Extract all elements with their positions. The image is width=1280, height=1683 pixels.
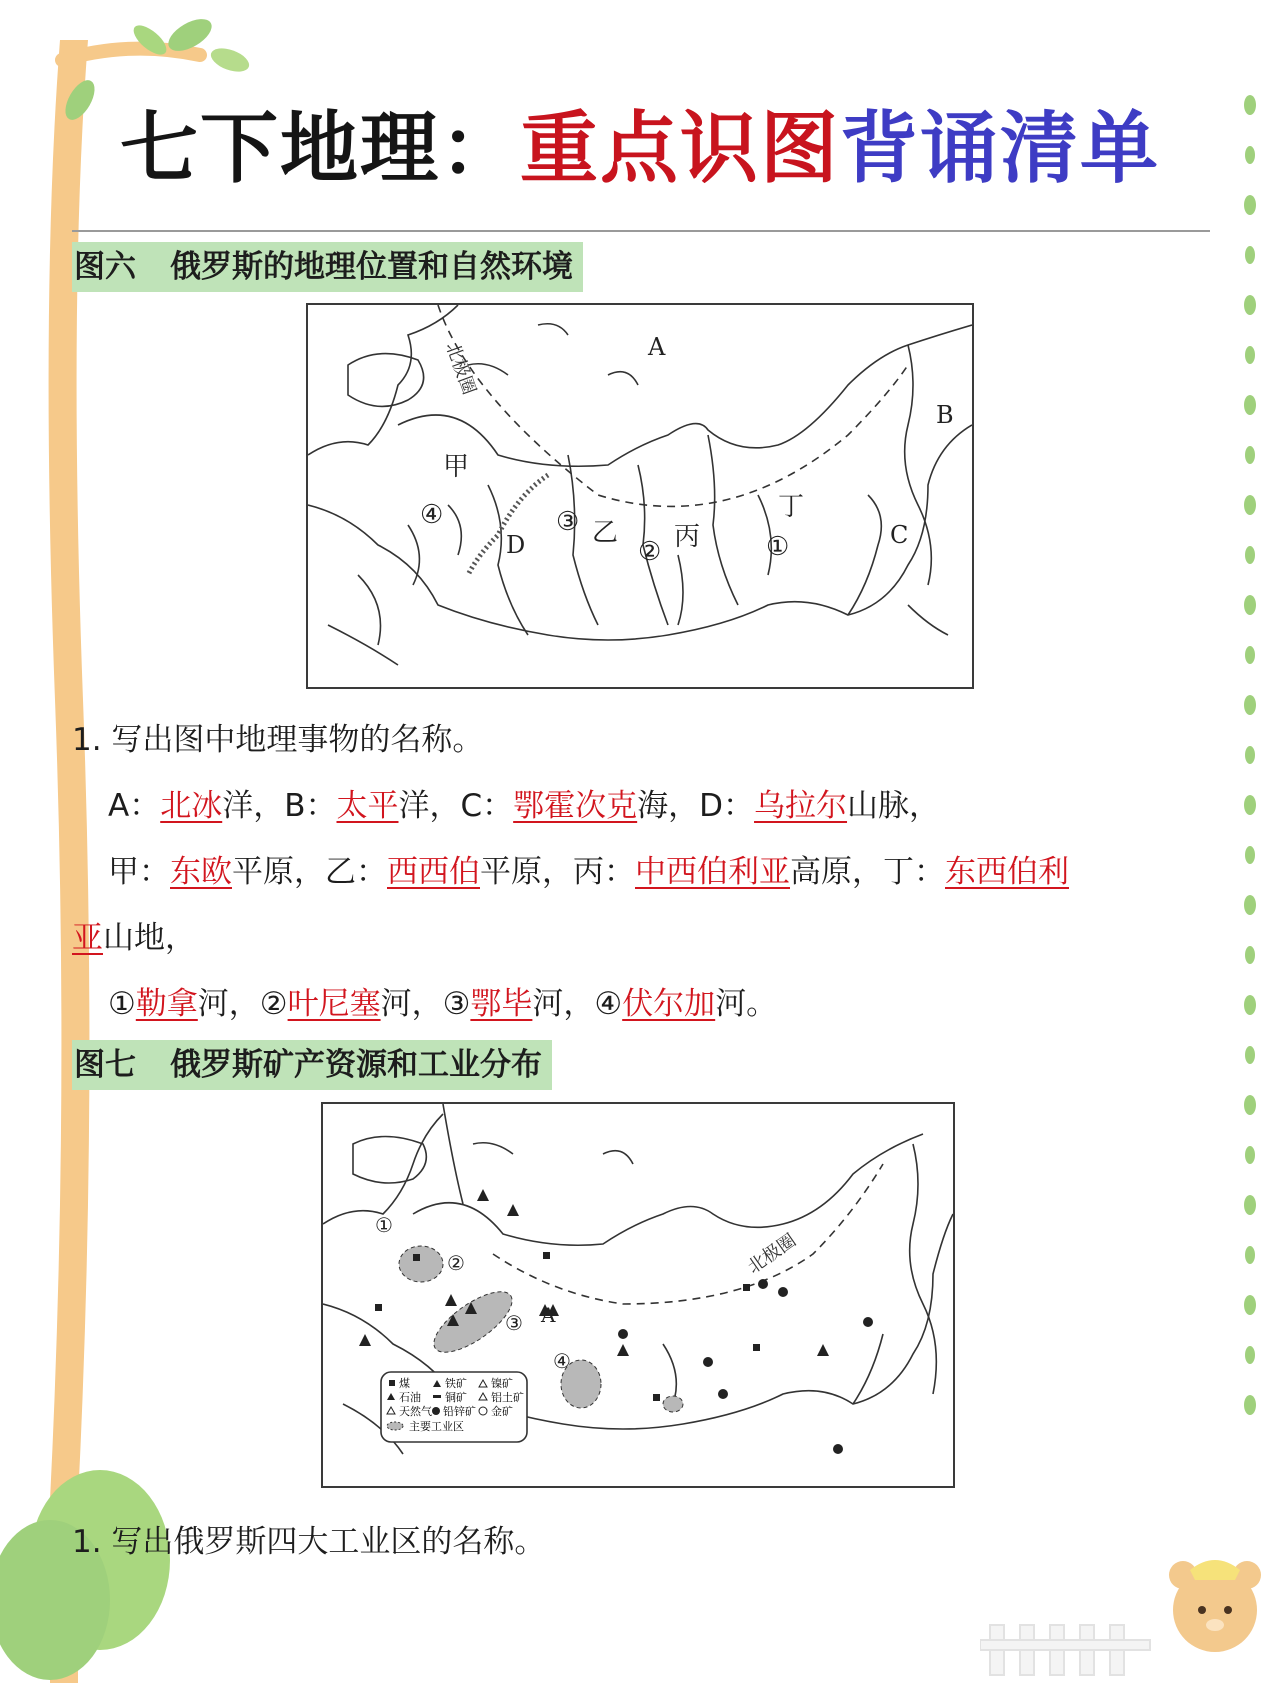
map7-label-arctic-circle: 北极圈 bbox=[743, 1229, 801, 1279]
map6-label-r2: ② bbox=[638, 537, 662, 567]
section6-question: 1. 写出图中地理事物的名称。 bbox=[72, 722, 484, 758]
bear-decoration-icon bbox=[980, 1530, 1270, 1680]
r3-prefix: ③ bbox=[442, 986, 471, 1022]
a-prefix: A： bbox=[108, 788, 161, 824]
legend-gold: 金矿 bbox=[491, 1405, 513, 1418]
legend-bauxite: 铝土矿 bbox=[491, 1391, 524, 1404]
bing-prefix: 丙： bbox=[573, 854, 635, 890]
r1-prefix: ① bbox=[108, 986, 136, 1022]
map6-label-r4: ④ bbox=[420, 500, 444, 530]
section7-label: 图七 bbox=[74, 1047, 136, 1083]
ding-answer-part1: 东西伯利 bbox=[945, 854, 1069, 890]
yi-prefix: 乙： bbox=[325, 854, 387, 890]
legend-oil: 石油 bbox=[399, 1391, 421, 1404]
section6-label: 图六 bbox=[74, 249, 136, 285]
vine-decoration-icon bbox=[1230, 95, 1270, 1445]
section6-heading bbox=[72, 242, 583, 292]
answer-line-2 bbox=[108, 852, 1069, 892]
title-part-black: 七下地理： bbox=[119, 103, 520, 194]
map6-label-C: C bbox=[890, 521, 909, 549]
bing-suffix: 高原， bbox=[790, 854, 883, 890]
map-russia-resources bbox=[321, 1102, 955, 1488]
b-prefix: B： bbox=[284, 788, 337, 824]
r1-suffix: 河， bbox=[197, 986, 260, 1022]
map6-label-ding: 丁 bbox=[778, 492, 805, 522]
r3-suffix: 河， bbox=[532, 986, 595, 1022]
ding-prefix: 丁： bbox=[883, 854, 945, 890]
d-answer: 乌拉尔 bbox=[754, 788, 848, 824]
r4-suffix: 河。 bbox=[715, 986, 778, 1022]
title-part-blue: 背诵清单 bbox=[840, 103, 1161, 194]
r2-answer: 叶尼塞 bbox=[287, 986, 381, 1022]
a-suffix: 洋， bbox=[222, 788, 285, 824]
legend-iron: 铁矿 bbox=[445, 1377, 467, 1390]
answer-line-4 bbox=[108, 984, 777, 1024]
map6-label-bing: 丙 bbox=[674, 522, 701, 552]
map6-label-yi: 乙 bbox=[592, 518, 619, 548]
jia-suffix: 平原， bbox=[232, 854, 325, 890]
c-answer: 鄂霍次克 bbox=[513, 788, 638, 824]
section7-heading-text: 俄罗斯矿产资源和工业分布 bbox=[170, 1047, 542, 1083]
answer-line-3 bbox=[72, 918, 196, 958]
jia-prefix: 甲： bbox=[108, 854, 170, 890]
title-part-red: 重点识图 bbox=[519, 103, 840, 194]
map6-label-r1: ① bbox=[766, 532, 790, 562]
jia-answer: 东欧 bbox=[170, 854, 232, 890]
legend-leadzinc: 铅锌矿 bbox=[443, 1405, 476, 1418]
map6-svg bbox=[308, 305, 972, 687]
r4-prefix: ④ bbox=[594, 986, 623, 1022]
c-prefix: C： bbox=[460, 788, 514, 824]
b-suffix: 洋， bbox=[398, 788, 461, 824]
r2-prefix: ② bbox=[259, 986, 288, 1022]
map7-label-z2: ② bbox=[447, 1251, 465, 1275]
legend-gas: 天然气 bbox=[399, 1405, 432, 1418]
a-answer: 北冰 bbox=[160, 788, 223, 824]
section7-question: 1. 写出俄罗斯四大工业区的名称。 bbox=[72, 1524, 546, 1560]
map6-label-A: A bbox=[648, 333, 666, 361]
ding-answer-part2: 亚 bbox=[72, 920, 103, 956]
section7-heading bbox=[72, 1040, 552, 1090]
d-suffix: 山脉， bbox=[847, 788, 941, 824]
d-prefix: D： bbox=[699, 788, 755, 824]
bing-answer: 中西伯利亚 bbox=[635, 854, 790, 890]
r1-answer: 勒拿 bbox=[135, 986, 198, 1022]
map7-legend bbox=[381, 1372, 527, 1442]
map6-label-arctic-circle: 北极圈 bbox=[441, 339, 480, 398]
map-russia-physical bbox=[306, 303, 974, 689]
legend-industrial: 主要工业区 bbox=[409, 1420, 464, 1433]
r2-suffix: 河， bbox=[380, 986, 443, 1022]
b-answer: 太平 bbox=[336, 788, 399, 824]
legend-coal: 煤 bbox=[399, 1377, 410, 1390]
map7-label-z1: ① bbox=[375, 1213, 393, 1237]
answer-line-1 bbox=[108, 786, 940, 826]
ding-suffix: 山地， bbox=[103, 920, 196, 956]
map7-label-z4: ④ bbox=[553, 1349, 571, 1373]
map6-label-r3: ③ bbox=[556, 507, 580, 537]
title-divider bbox=[72, 230, 1210, 232]
map6-label-jia: 甲 bbox=[443, 452, 470, 482]
section6-heading-text: 俄罗斯的地理位置和自然环境 bbox=[170, 249, 573, 285]
map7-svg bbox=[323, 1104, 953, 1486]
r3-answer: 鄂毕 bbox=[470, 986, 533, 1022]
map6-label-B: B bbox=[936, 401, 954, 429]
c-suffix: 海， bbox=[637, 788, 700, 824]
map6-label-D: D bbox=[506, 531, 526, 559]
legend-copper: 铜矿 bbox=[445, 1391, 467, 1404]
yi-answer: 西西伯 bbox=[387, 854, 480, 890]
page-title bbox=[0, 103, 1280, 194]
yi-suffix: 平原， bbox=[480, 854, 573, 890]
r4-answer: 伏尔加 bbox=[622, 986, 716, 1022]
legend-nickel: 镍矿 bbox=[491, 1377, 513, 1390]
map7-label-z3: ③ bbox=[505, 1311, 523, 1335]
